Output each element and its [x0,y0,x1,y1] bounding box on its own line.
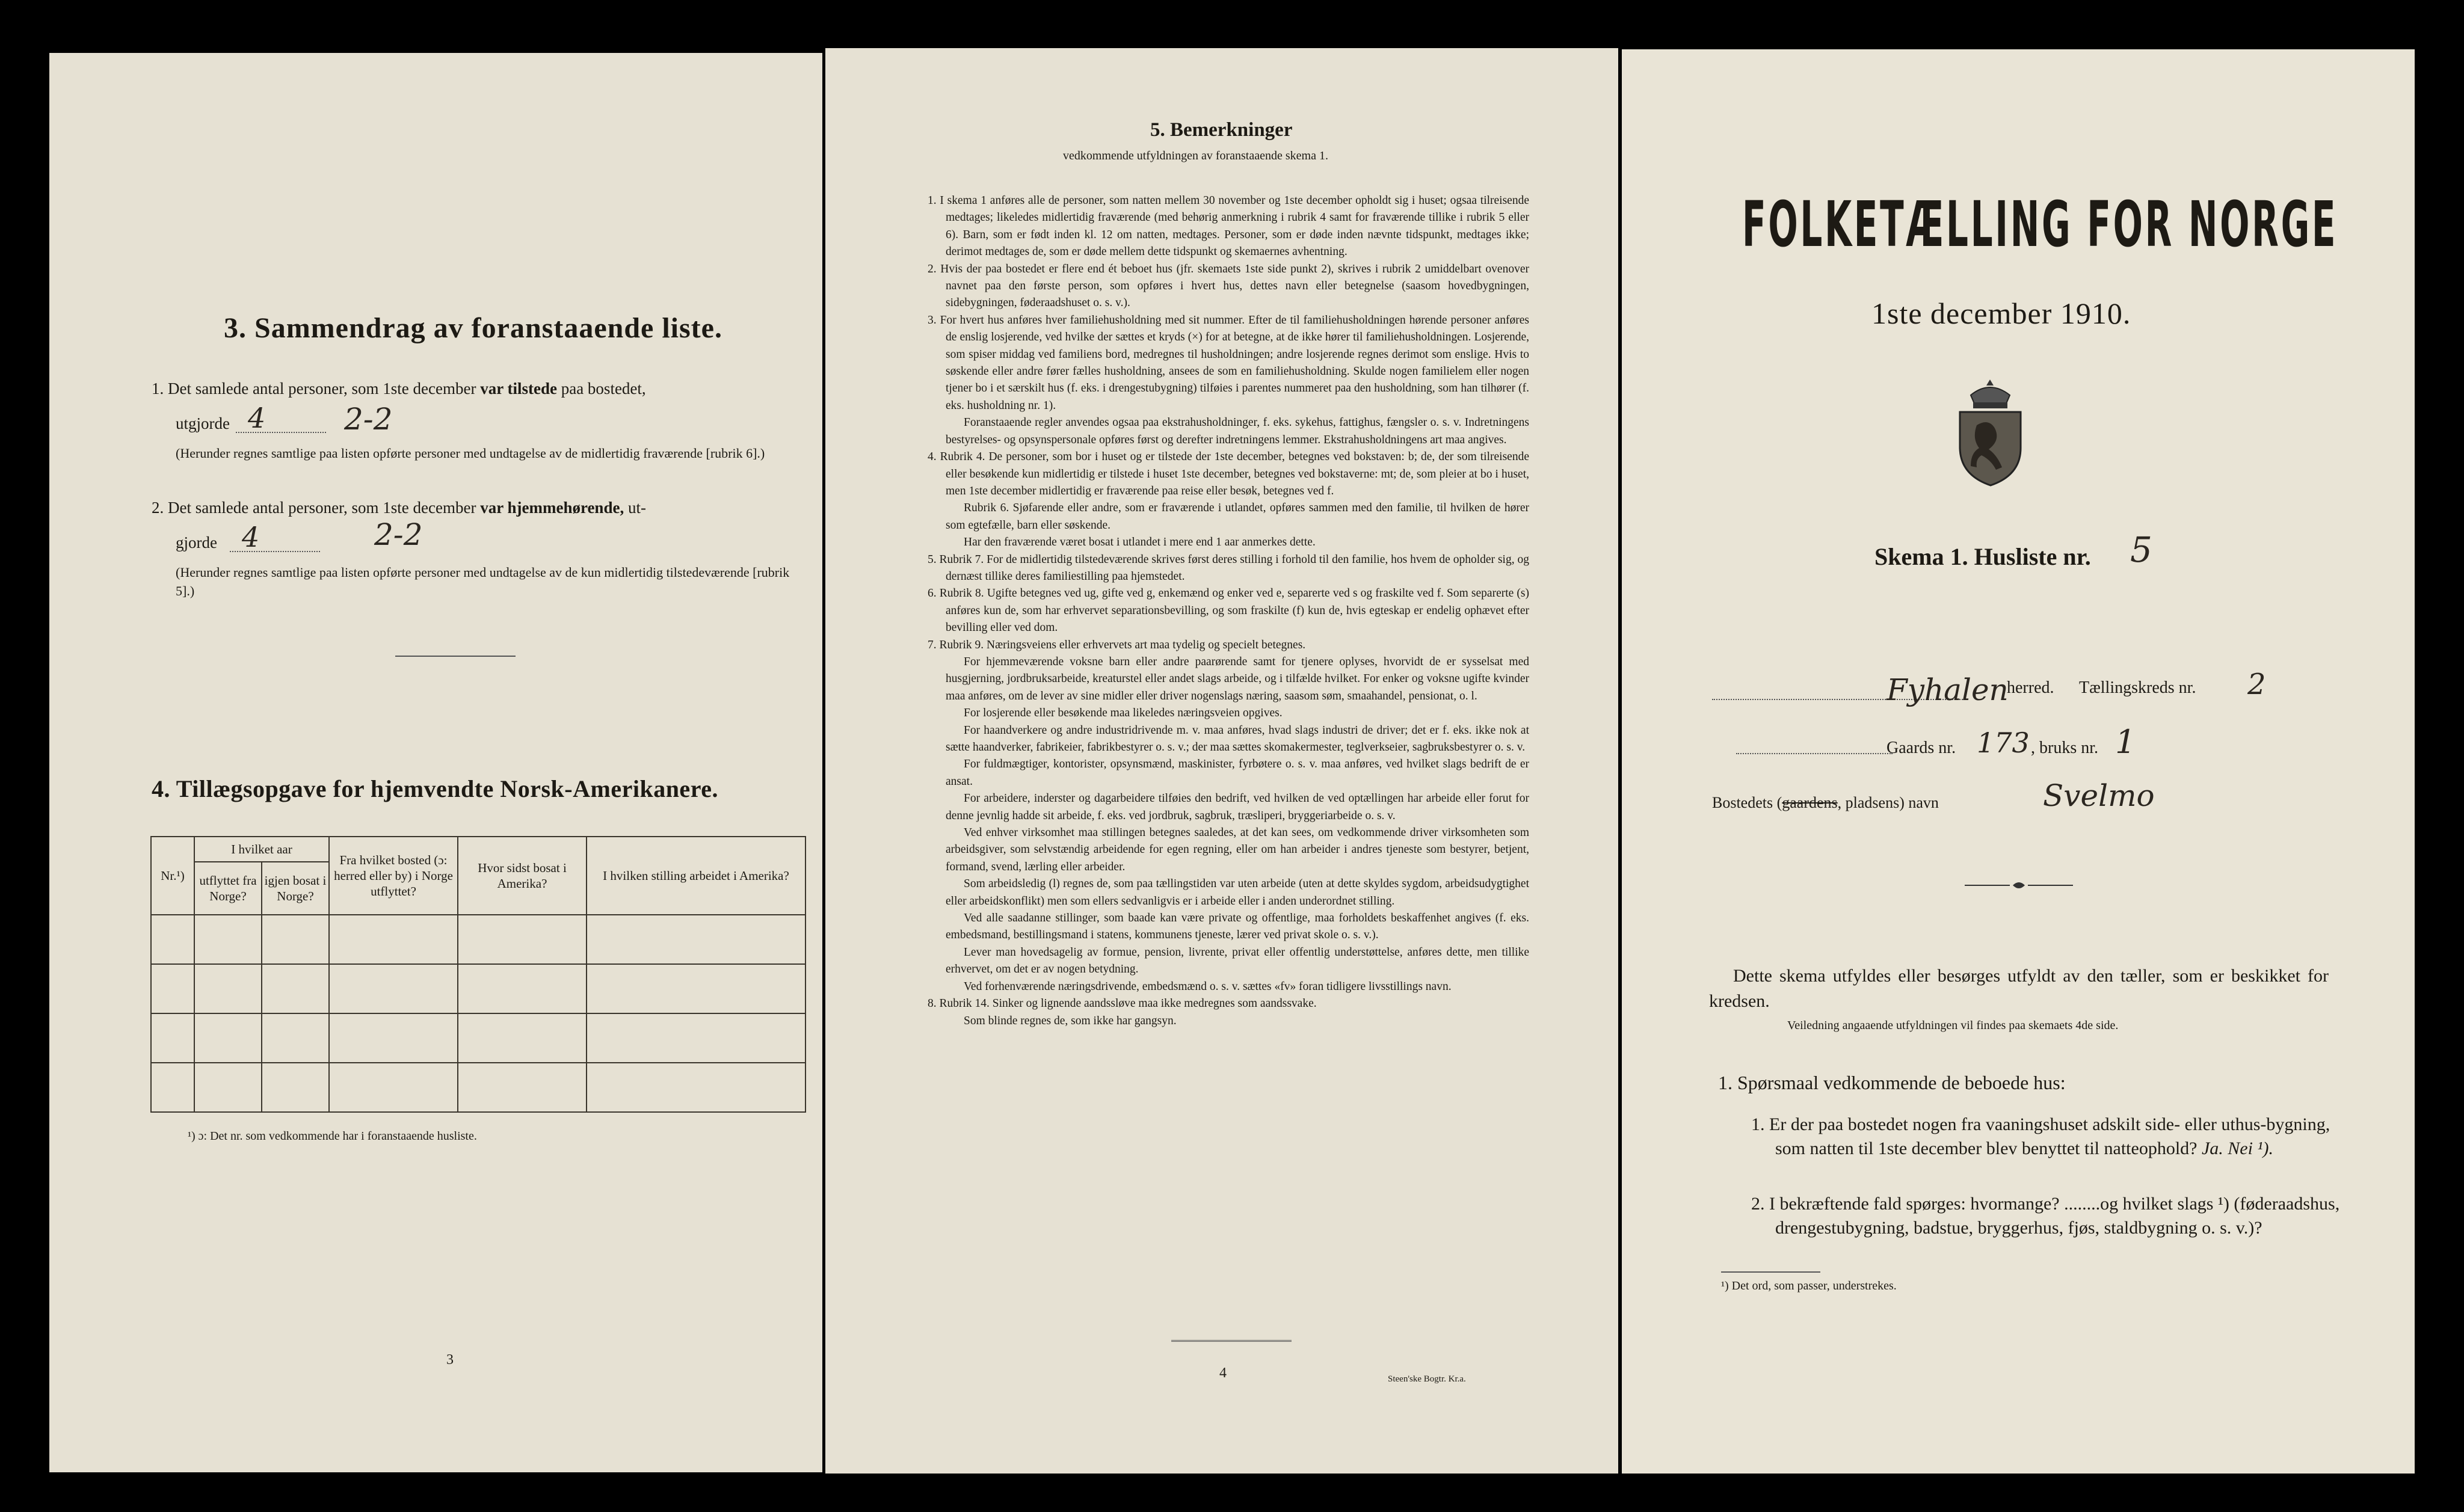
printer-mark: Steen'ske Bogtr. Kr.a. [1388,1374,1466,1384]
remark-3: 3. For hvert hus anføres hver familiehusholdning med sit nummer. Efter de til familiehusholdningen hørende personer anføres de enslig losjerende, ved hvilke der sættes et kryds (×) for at betegne, at de ikke hører til familiehusholdningen. Losjerende, som spiser middag ved familiens bord, medregnes til husholdningen; andre losjerende regnes derimot som enslige. Hvis to søskende eller andre fører fælles husholdning, ansees de som en familiehusholdning. Skulde nogen familielem eller nogen tjener bo i et særskilt hus (f. eks. i drengestubygning) tilføies i parentes nummeret paa den husholdning, som han tilhører (f. eks. husholdning nr. 1). [928,313,1529,412]
page-number: 3 [446,1352,454,1368]
summary-title: 3. Sammendrag av foranstaaende liste. [224,312,722,344]
item2-utgjorde: gjorde [176,533,217,552]
page-3 [49,53,822,1472]
remark-4c: Har den fraværende været bosat i utlandet i mere end 1 aar anmerkes dette. [964,536,1316,549]
remark-7f: For arbeidere, inderster og dagarbeidere tilføies den bedrift, ved hvilken de ved optællingen har arbeide eller forut for denne jevnlig hadde sit arbeide, f. eks. ved jordbruk, sagbruk, træsliperi, bryggeriarbeide o. s. v. [946,792,1529,822]
herred-value: Fyhalen [1886,672,2009,707]
question-1 [1751,1113,2353,1161]
remark-2: 2. Hvis der paa bostedet er flere end ét beboet hus (jfr. skemaets 1ste side punkt 2), skrives i rubrik 2 umiddelbart ovenover navnet paa den første person, som opføres i hvert hus, dettes navn eller betegnelse (saasom hovedbygningen, sidebygningen, føderaadshuset o. s. v.). [928,262,1529,310]
cover-intro: Dette skema utfyldes eller besørges utfyldt av den tæller, som er beskikket for kredsen. [1709,966,2329,1011]
item1-text: 1. Det samlede antal personer, som 1ste december [152,380,476,398]
remark-7h: Som arbeidsledig (l) regnes de, som paa tællingstiden var uten arbeide (uten at dette skyldes sygdom, arbeidsudygtighet eller arbeidskonflikt) men som ellers sedvanligvis er i arbeide eller i anden underordnet stilling. [946,877,1529,908]
herred-label: herred. [2007,678,2054,697]
item1-dots [236,432,326,433]
schema-value: 5 [2130,529,2152,570]
cover-guidance: Veiledning angaaende utfyldningen vil findes paa skemaets 4de side. [1787,1019,2119,1032]
divider [1171,1340,1292,1342]
remark-3b: Foranstaaende regler anvendes ogsaa paa ekstrahusholdninger, f. eks. sykehus, fattighus, fængsler o. s. v. Indretningens bestyrelses- og opsynspersonale opføres først og derefter indretningens lemmer. Ekstrahusholdningens art maa angives. [946,416,1529,446]
table-row [151,1013,805,1063]
divider [395,656,516,657]
cover-title: FOLKETÆLLING FOR NORGE [1742,188,2338,261]
item2-value: 4 [242,521,260,553]
item2-bold: var hjemmehørende, [480,499,624,517]
page-number: 4 [1219,1365,1227,1381]
bruks-label: , bruks nr. [2031,739,2098,757]
th-last-residence: Hvor sidst bosat i Amerika? [458,837,587,915]
cover-page [1622,49,2415,1474]
ornament-divider-icon [1965,879,2073,891]
question-title: 1. Spørsmaal vedkommende de beboede hus: [1718,1072,2066,1093]
remark-8: 8. Rubrik 14. Sinker og lignende aandssløve maa ikke medregnes som aandssvake. [928,997,1317,1010]
gards-label: Gaards nr. [1886,739,1956,757]
norway-coat-of-arms-icon [1947,377,2034,488]
question-2: 2. I bekræftende fald spørges: hvormange? ........og hvilket slags ¹) (føderaadshus, drengestubygning, badstue, bryggerhus, fjøs, staldbygning o. s. v.)? [1751,1194,2340,1238]
question-1-text: 1. Er der paa bostedet nogen fra vaaningshuset adskilt side- eller uthus-bygning, som natten til 1ste december blev benyttet til natteophold? [1751,1114,2330,1158]
remark-7d: For haandverkere og andre industridrivende m. v. maa anføres, hvad slags industri de driver; det er f. eks. ikke nok at sætte haandverker, fabrikeier, fabrikbestyrer o. s. v.; der maa sættes skomakermester, teglverkseier, sagbruksbestyrer o. s. v. [946,724,1529,754]
footnote-rule [1721,1271,1820,1273]
table-row [151,964,805,1013]
krets-label: Tællingskreds nr. [2079,678,2196,697]
remark-1: 1. I skema 1 anføres alle de personer, som natten mellem 30 november og 1ste december opholdt sig i huset; ogsaa tilreisende medtages; likeledes midlertidig fraværende (med behørig anmerkning i rubrik 4 samt for fraværende tillike i rubrik 5 eller 6). Barn, som er født inden kl. 12 om natten, medtages. Personer, som er døde inden nævnte tidspunkt, medtages ikke; derimot medtages de, som er døde mellem dette tidspunkt og skemaernes avhentning. [928,194,1529,259]
gards-value: 173 [1977,727,2030,759]
item2-text-end: ut- [627,499,646,517]
remarks-title: 5. Bemerkninger [1150,119,1293,141]
remark-7j: Lever man hovedsagelig av formue, pension, livrente, privat eller offentlig understøttelse, anføres dette, men tillike erhvervet, om det er av nogen betydning. [946,945,1529,976]
remarks-body [928,192,1529,1030]
norsk-amerikanere-table [150,836,806,1113]
remark-7c: For losjerende eller besøkende maa likeledes næringsveien opgives. [964,707,1283,720]
bosted-label [1712,794,1939,812]
item1-note: (Herunder regnes samtlige paa listen opførte personer med undtagelse av de midlertidig fraværende [rubrik 6].) [176,446,765,461]
item1-value: 4 [248,402,266,434]
item2-text: 2. Det samlede antal personer, som 1ste december [152,499,476,517]
krets-value: 2 [2247,668,2266,701]
cover-footnote: ¹) Det ord, som passer, understrekes. [1721,1279,1897,1292]
th-from-where: Fra hvilket bosted (ɔ: herred eller by) i Norge utflyttet? [329,837,458,915]
item1-bold: var tilstede [480,380,557,398]
item2-note: (Herunder regnes samtlige paa listen opførte personer med undtagelse av de kun midlertidig tilstedeværende [rubrik 5].) [176,565,790,598]
item1-text-end: paa bostedet, [561,380,646,398]
remark-8b: Som blinde regnes de, som ikke har gangsyn. [964,1014,1177,1027]
remark-5: 5. Rubrik 7. For de midlertidig tilstedeværende skrives først deres stilling i forhold til den familie, hos hvem de opholder sig, og dernæst tillike deres familiestilling paa hjemstedet. [928,553,1529,583]
bosted-value: Svelmo [2043,778,2155,813]
th-year-group: I hvilket aar [194,837,329,862]
question-1-answer: Ja. Nei ¹). [2201,1139,2273,1158]
gaards-dots [1736,753,1893,754]
remark-6: 6. Rubrik 8. Ugifte betegnes ved ug, gifte ved g, enkemænd og enker ved e, separerte ved s og fraskilte ved f. Som separerte (s) anføres kun de, som har erhvervet separationsbevilling, og som fraskilte (f) kun de, hvis egteskap er endelig ophævet efter bevilling eller ved dom. [928,587,1529,635]
table-row [151,1063,805,1112]
bosted-strike: gaardens [1782,794,1838,811]
bosted-label-b: , pladsens) navn [1837,794,1939,811]
bruks-value: 1 [2115,723,2136,761]
cover-date: 1ste december 1910. [1871,297,2131,330]
item1-value-2: 2-2 [344,402,393,437]
remark-7b: For hjemmeværende voksne barn eller andre paarørende samt for tjenere oplyses, hvorvidt de er sysselsat med husgjerning, jordbruksarbeide, kreaturstel eller andet slags arbeide, og i tilfælde hvilket. For enker og voksne ugifte kvinder maa anføres, om de lever av sine midler eller driver nogenslags næring, saasom søm, smaahandel, pensionat, o. l. [946,655,1529,702]
remark-4b: Rubrik 6. Sjøfarende eller andre, som er fraværende i utlandet, opføres sammen med den familie, til hvilken de hører som egtefælle, barn eller søskende. [946,502,1529,532]
section4-title: 4. Tillægsopgave for hjemvendte Norsk-Amerikanere. [152,775,718,802]
th-returned: igjen bosat i Norge? [262,862,329,915]
item2-value-2: 2-2 [374,517,423,552]
remark-4: 4. Rubrik 4. De personer, som bor i huset og er tilstede der 1ste december, betegnes ved bokstaven: b; de, der som tilreisende eller besøkende kun midlertidig er tilstede i huset 1ste december, betegnes ved bokstaverne: mt; de, som pleier at bo i huset, men 1ste december midlertidig er fraværende paa reise eller besøk, betegnes ved f. [928,450,1529,497]
remark-7i: Ved alle saadanne stillinger, som baade kan være private og offentlige, maa forholdets beskaffenhet angives (f. eks. embedsmand, bestillingsmand i statens, kommunens tjeneste, lærer ved privat skole o. s. v.). [946,912,1529,942]
summary-item-2 [152,497,801,518]
bosted-label-a: Bostedets ( [1712,794,1782,811]
table-footnote: ¹) ɔ: Det nr. som vedkommende har i foranstaaende husliste. [188,1129,477,1143]
th-occupation: I hvilken stilling arbeidet i Amerika? [587,837,805,915]
table-row [151,915,805,964]
remark-7e: For fuldmægtiger, kontorister, opsynsmænd, maskinister, fyrbøtere o. s. v. maa anføres, ved hvilket slags bedrift de er ansat. [946,758,1529,788]
summary-item-1 [152,378,801,399]
page-4 [825,48,1618,1474]
schema-label: Skema 1. Husliste nr. [1874,543,2091,570]
item1-utgjorde: utgjorde [176,414,230,432]
remark-7g: Ved enhver virksomhet maa stillingen betegnes saaledes, at det kan sees, om vedkommende driver virksomheten som arbeidsgiver, som selvstændig arbeidende for egen regning, eller om han arbeider i andres tjeneste som bestyrer, betjent, formand, svend, lærling eller arbeider. [946,826,1529,873]
remark-7k: Ved forhenværende næringsdrivende, embedsmænd o. s. v. sættes «fv» foran tidligere livsstillings navn. [964,980,1452,993]
th-nr: Nr.¹) [151,837,194,915]
item2-dots [230,551,320,552]
remark-7: 7. Rubrik 9. Næringsveiens eller erhvervets art maa tydelig og specielt betegnes. [928,638,1306,651]
remarks-subtitle: vedkommende utfyldningen av foranstaaende skema 1. [1063,149,1328,162]
th-emigrated: utflyttet fra Norge? [194,862,262,915]
